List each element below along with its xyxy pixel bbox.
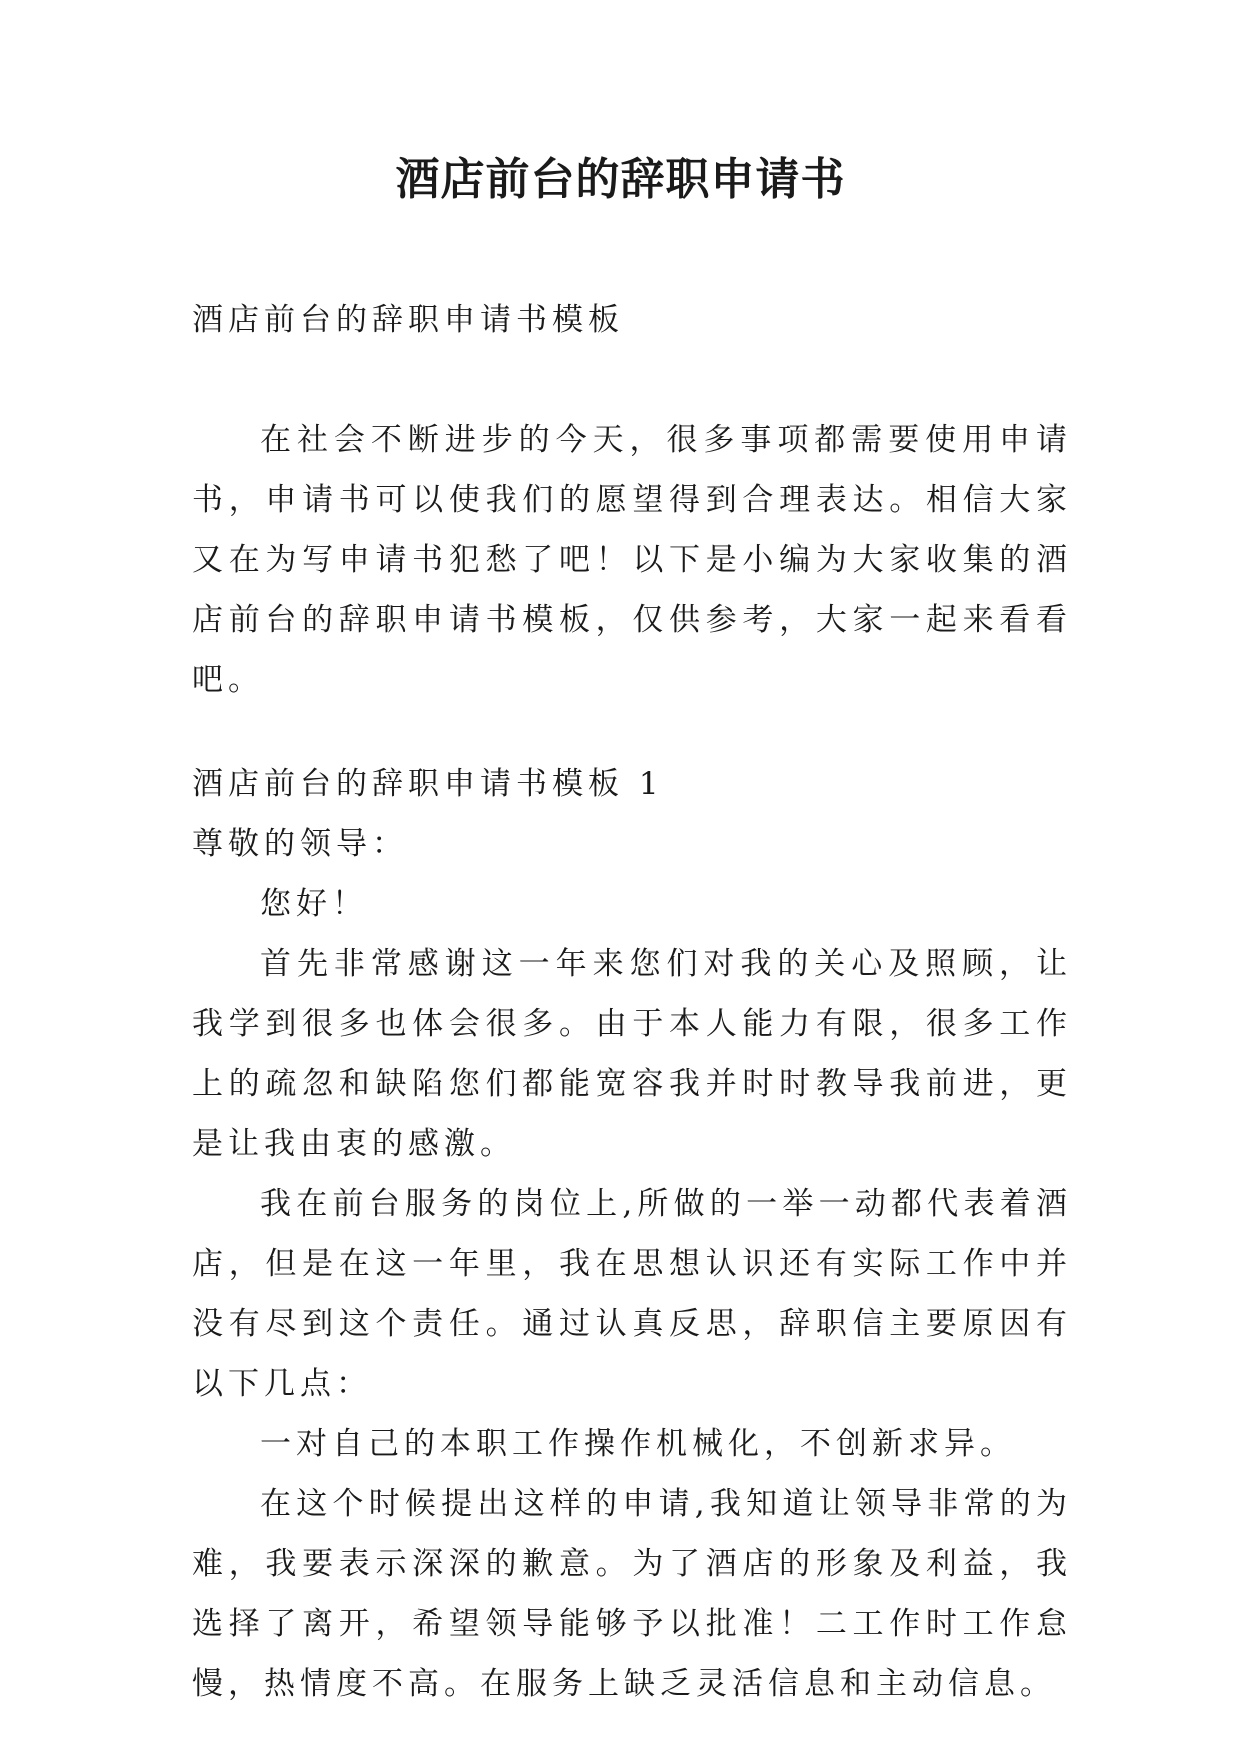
document-subtitle: 酒店前台的辞职申请书模板 [192,302,624,338]
document-body [192,290,1072,1714]
body-paragraph: 首先非常感谢这一年来您们对我的关心及照顾，让我学到很多也体会很多。由于本人能力有限，很多工作上的疏忽和缺陷您们都能宽容我并时时教导我前进，更是让我由衷的感激。 [192,946,1072,1162]
spacer [192,710,1072,754]
greeting: 您好！ [260,886,368,922]
body-paragraph: 我在前台服务的岗位上,所做的一举一动都代表着酒店，但是在这一年里，我在思想认识还有实际工作中并没有尽到这个责任。通过认真反思，辞职信主要原因有以下几点： [192,1186,1072,1402]
body-paragraph: 在这个时候提出这样的申请,我知道让领导非常的为难，我要表示深深的歉意。为了酒店的形象及利益，我选择了离开，希望领导能够予以批准！二工作时工作怠慢，热情度不高。在服务上缺乏灵活信息和主动信息。 [192,1486,1072,1702]
intro-paragraph: 在社会不断进步的今天，很多事项都需要使用申请书，申请书可以使我们的愿望得到合理表达。相信大家又在为写申请书犯愁了吧！以下是小编为大家收集的酒店前台的辞职申请书模板，仅供参考，大家一起来看看吧。 [192,422,1072,698]
spacer [192,350,1072,410]
body-paragraph: 一对自己的本职工作操作机械化，不创新求异。 [260,1426,1016,1462]
document-title: 酒店前台的辞职申请书 [395,154,846,205]
salutation: 尊敬的领导： [192,826,408,862]
section-heading: 酒店前台的辞职申请书模板 1 [192,766,664,802]
